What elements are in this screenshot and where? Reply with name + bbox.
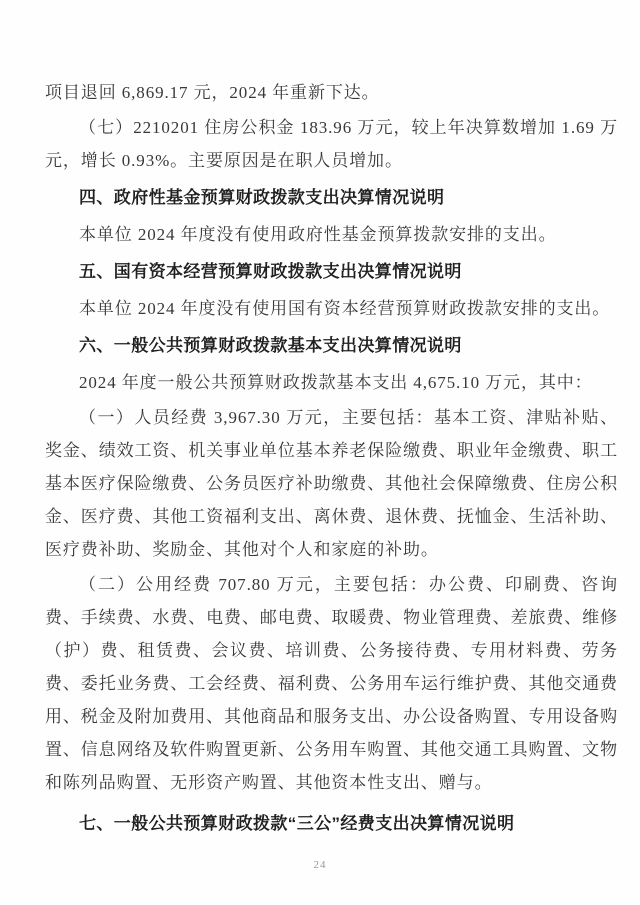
section-heading-7: 七、一般公共预算财政拨款“三公”经费支出决算情况说明 [79, 814, 515, 833]
page-number: 24 [313, 859, 327, 871]
paragraph-continuation: 项目退回 6,869.17 元，2024 年重新下达。 [45, 83, 380, 102]
paragraph-section-4-body: 本单位 2024 年度没有使用政府性基金预算拨款安排的支出。 [79, 225, 557, 244]
section-heading-6: 六、一般公共预算财政拨款基本支出决算情况说明 [79, 336, 462, 355]
paragraph-item-7-housing-fund: （七）2210201 住房公积金 183.96 万元，较上年决算数增加 1.69 万元，增长 0.93%。主要原因是在职人员增加。 [45, 118, 618, 170]
paragraph-section-5-body: 本单位 2024 年度没有使用国有资本经营预算财政拨款安排的支出。 [79, 299, 611, 318]
paragraph-personnel-expenses: （一）人员经费 3,967.30 万元，主要包括：基本工资、津贴补贴、奖金、绩效工资、机关事业单位基本养老保险缴费、职业年金缴费、职工基本医疗保险缴费、公务员医疗补助缴费、其他社会保障缴费、住房公积金、医疗费、其他工资福利支出、离休费、退休费、抚恤金、生活补助、医疗费补助、奖励金、其他对个人和家庭的补助。 [45, 408, 618, 559]
section-heading-4: 四、政府性基金预算财政拨款支出决算情况说明 [79, 188, 445, 207]
paragraph-public-expenses: （二）公用经费 707.80 万元，主要包括：办公费、印刷费、咨询费、手续费、水费、电费、邮电费、取暖费、物业管理费、差旅费、维修（护）费、租赁费、会议费、培训费、公务接待费、专用材料费、劳务费、委托业务费、工会经费、福利费、公务用车运行维护费、其他交通费用、税金及附加费用、其他商品和服务支出、办公设备购置、专用设备购置、信息网络及软件购置更新、公务用车购置、其他交通工具购置、文物和陈列品购置、无形资产购置、其他资本性支出、赠与。 [45, 575, 618, 792]
section-heading-5: 五、国有资本经营预算财政拨款支出决算情况说明 [79, 262, 462, 281]
paragraph-section-6-intro: 2024 年度一般公共预算财政拨款基本支出 4,675.10 万元，其中： [79, 373, 593, 392]
